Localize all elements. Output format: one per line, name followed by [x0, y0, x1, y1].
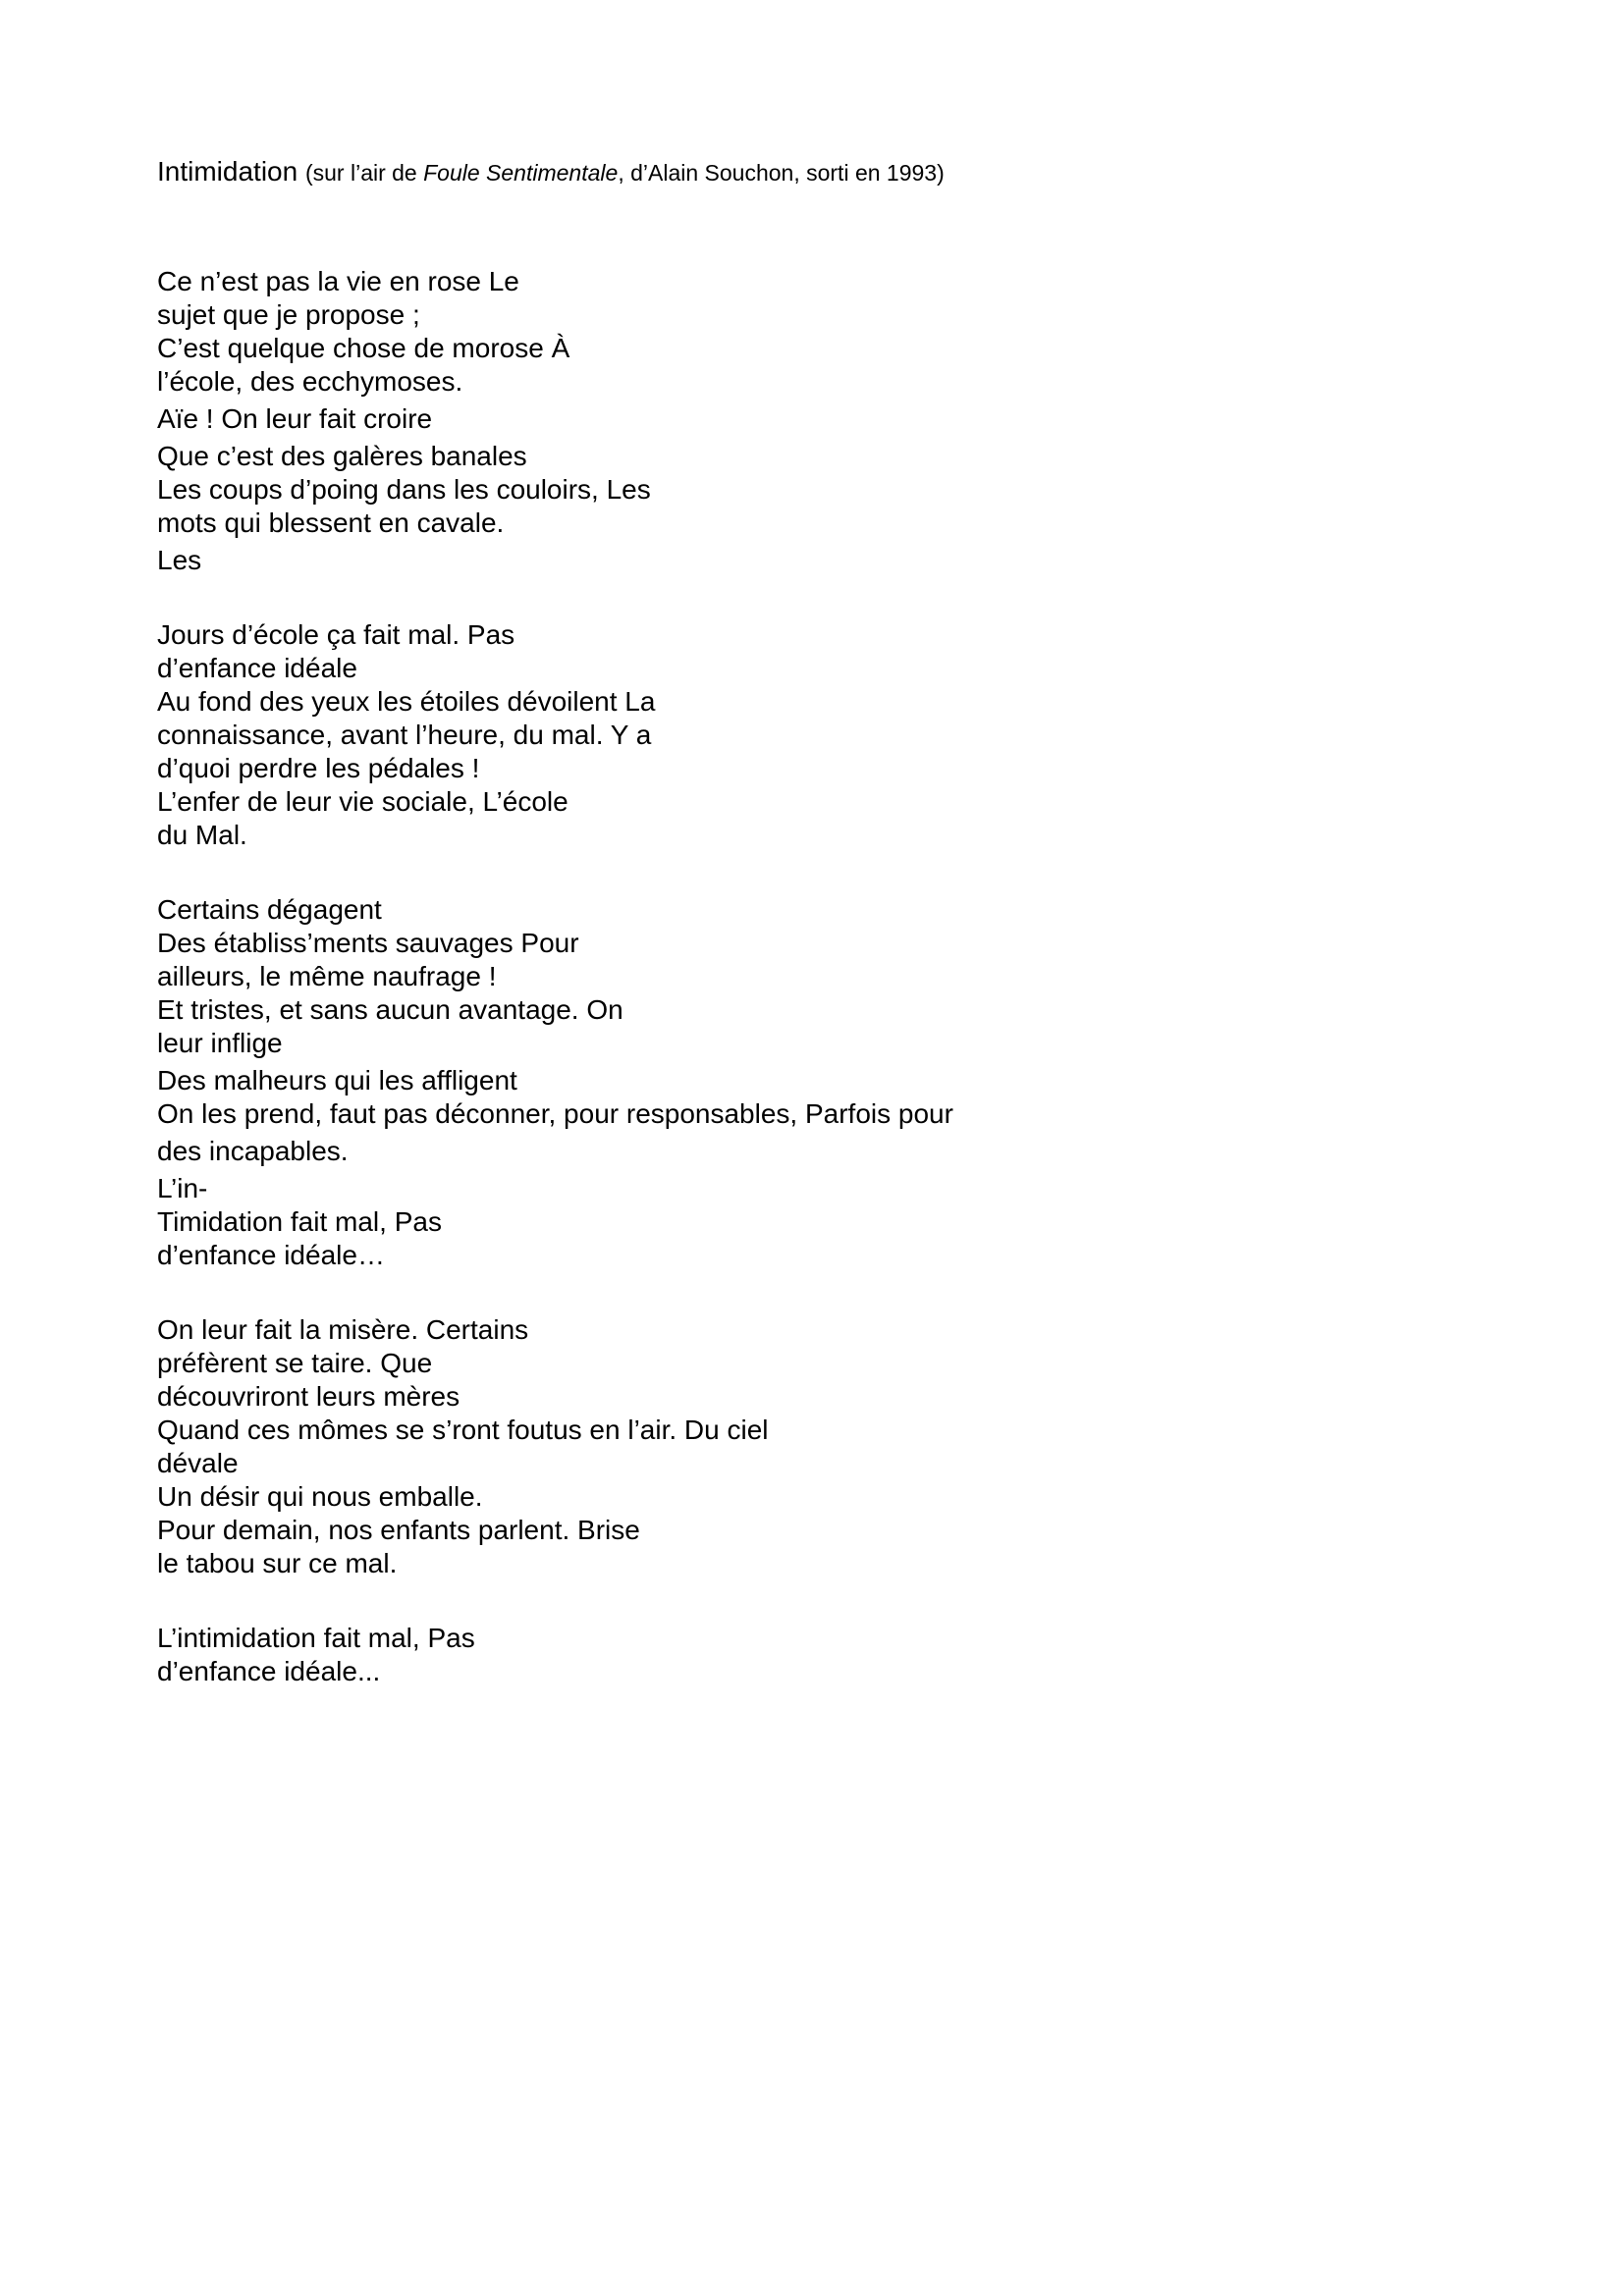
lyrics-body	[157, 265, 1434, 1688]
lyric-line: préfèrent se taire. Que	[157, 1348, 433, 1378]
lyric-line: Timidation fait mal, Pas	[157, 1206, 442, 1237]
lyric-line: L’intimidation fait mal, Pas	[157, 1623, 475, 1653]
lyric-line: Que c’est des galères banales	[157, 441, 527, 471]
lyric-line: Jours d’école ça fait mal. Pas	[157, 619, 515, 650]
lyric-line: Des malheurs qui les affligent	[157, 1065, 517, 1095]
lyric-line: d’enfance idéale	[157, 653, 357, 683]
title-subtitle	[305, 160, 945, 186]
title-main: Intimidation	[157, 156, 298, 187]
stanza	[157, 1313, 1434, 1580]
document-page	[157, 152, 1434, 1730]
lyric-line: Aïe ! On leur fait croire	[157, 403, 433, 434]
lyric-line: Ce n’est pas la vie en rose Le	[157, 266, 519, 296]
lyric-line: L’enfer de leur vie sociale, L’école	[157, 786, 568, 817]
lyric-line: L’in-	[157, 1173, 208, 1203]
lyric-line: connaissance, avant l’heure, du mal. Y a	[157, 720, 652, 750]
lyric-line: mots qui blessent en cavale.	[157, 507, 505, 538]
subtitle-suffix: , d’Alain Souchon, sorti en 1993)	[618, 160, 945, 186]
lyric-line: le tabou sur ce mal.	[157, 1548, 398, 1578]
lyric-line: l’école, des ecchymoses.	[157, 366, 463, 397]
lyric-line: dévale	[157, 1448, 239, 1478]
song-title	[157, 152, 1434, 192]
lyric-line: Et tristes, et sans aucun avantage. On	[157, 994, 623, 1025]
stanza	[157, 618, 1434, 852]
lyric-line: Quand ces mômes se s’ront foutus en l’air. Du ciel	[157, 1415, 769, 1445]
lyric-line: d’enfance idéale...	[157, 1656, 381, 1686]
lyric-line: Un désir qui nous emballe.	[157, 1481, 483, 1512]
lyric-line: Les	[157, 545, 202, 575]
original-song-name: Foule Sentimentale	[423, 160, 619, 186]
stanza	[157, 893, 1434, 1272]
stanza	[157, 1622, 1434, 1688]
lyric-line: On leur fait la misère. Certains	[157, 1314, 529, 1345]
lyric-line: découvriront leurs mères	[157, 1381, 460, 1412]
stanza	[157, 265, 1434, 577]
lyric-line: Les coups d’poing dans les couloirs, Les	[157, 474, 651, 505]
lyric-line: Au fond des yeux les étoiles dévoilent La	[157, 686, 656, 717]
lyric-line: d’quoi perdre les pédales !	[157, 753, 480, 783]
lyric-line: C’est quelque chose de morose À	[157, 333, 570, 363]
lyric-line: sujet que je propose ;	[157, 299, 420, 330]
lyric-line: On les prend, faut pas déconner, pour responsables, Parfois pour	[157, 1098, 953, 1129]
lyric-line: d’enfance idéale…	[157, 1240, 385, 1270]
lyric-line: du Mal.	[157, 820, 247, 850]
lyric-line: ailleurs, le même naufrage !	[157, 961, 497, 991]
lyric-line: des incapables.	[157, 1136, 349, 1166]
lyric-line: Pour demain, nos enfants parlent. Brise	[157, 1515, 640, 1545]
lyric-line: Des établiss’ments sauvages Pour	[157, 928, 579, 958]
lyric-line: Certains dégagent	[157, 894, 382, 925]
subtitle-prefix: (sur l’air de	[304, 160, 424, 186]
lyric-line: leur inflige	[157, 1028, 283, 1058]
